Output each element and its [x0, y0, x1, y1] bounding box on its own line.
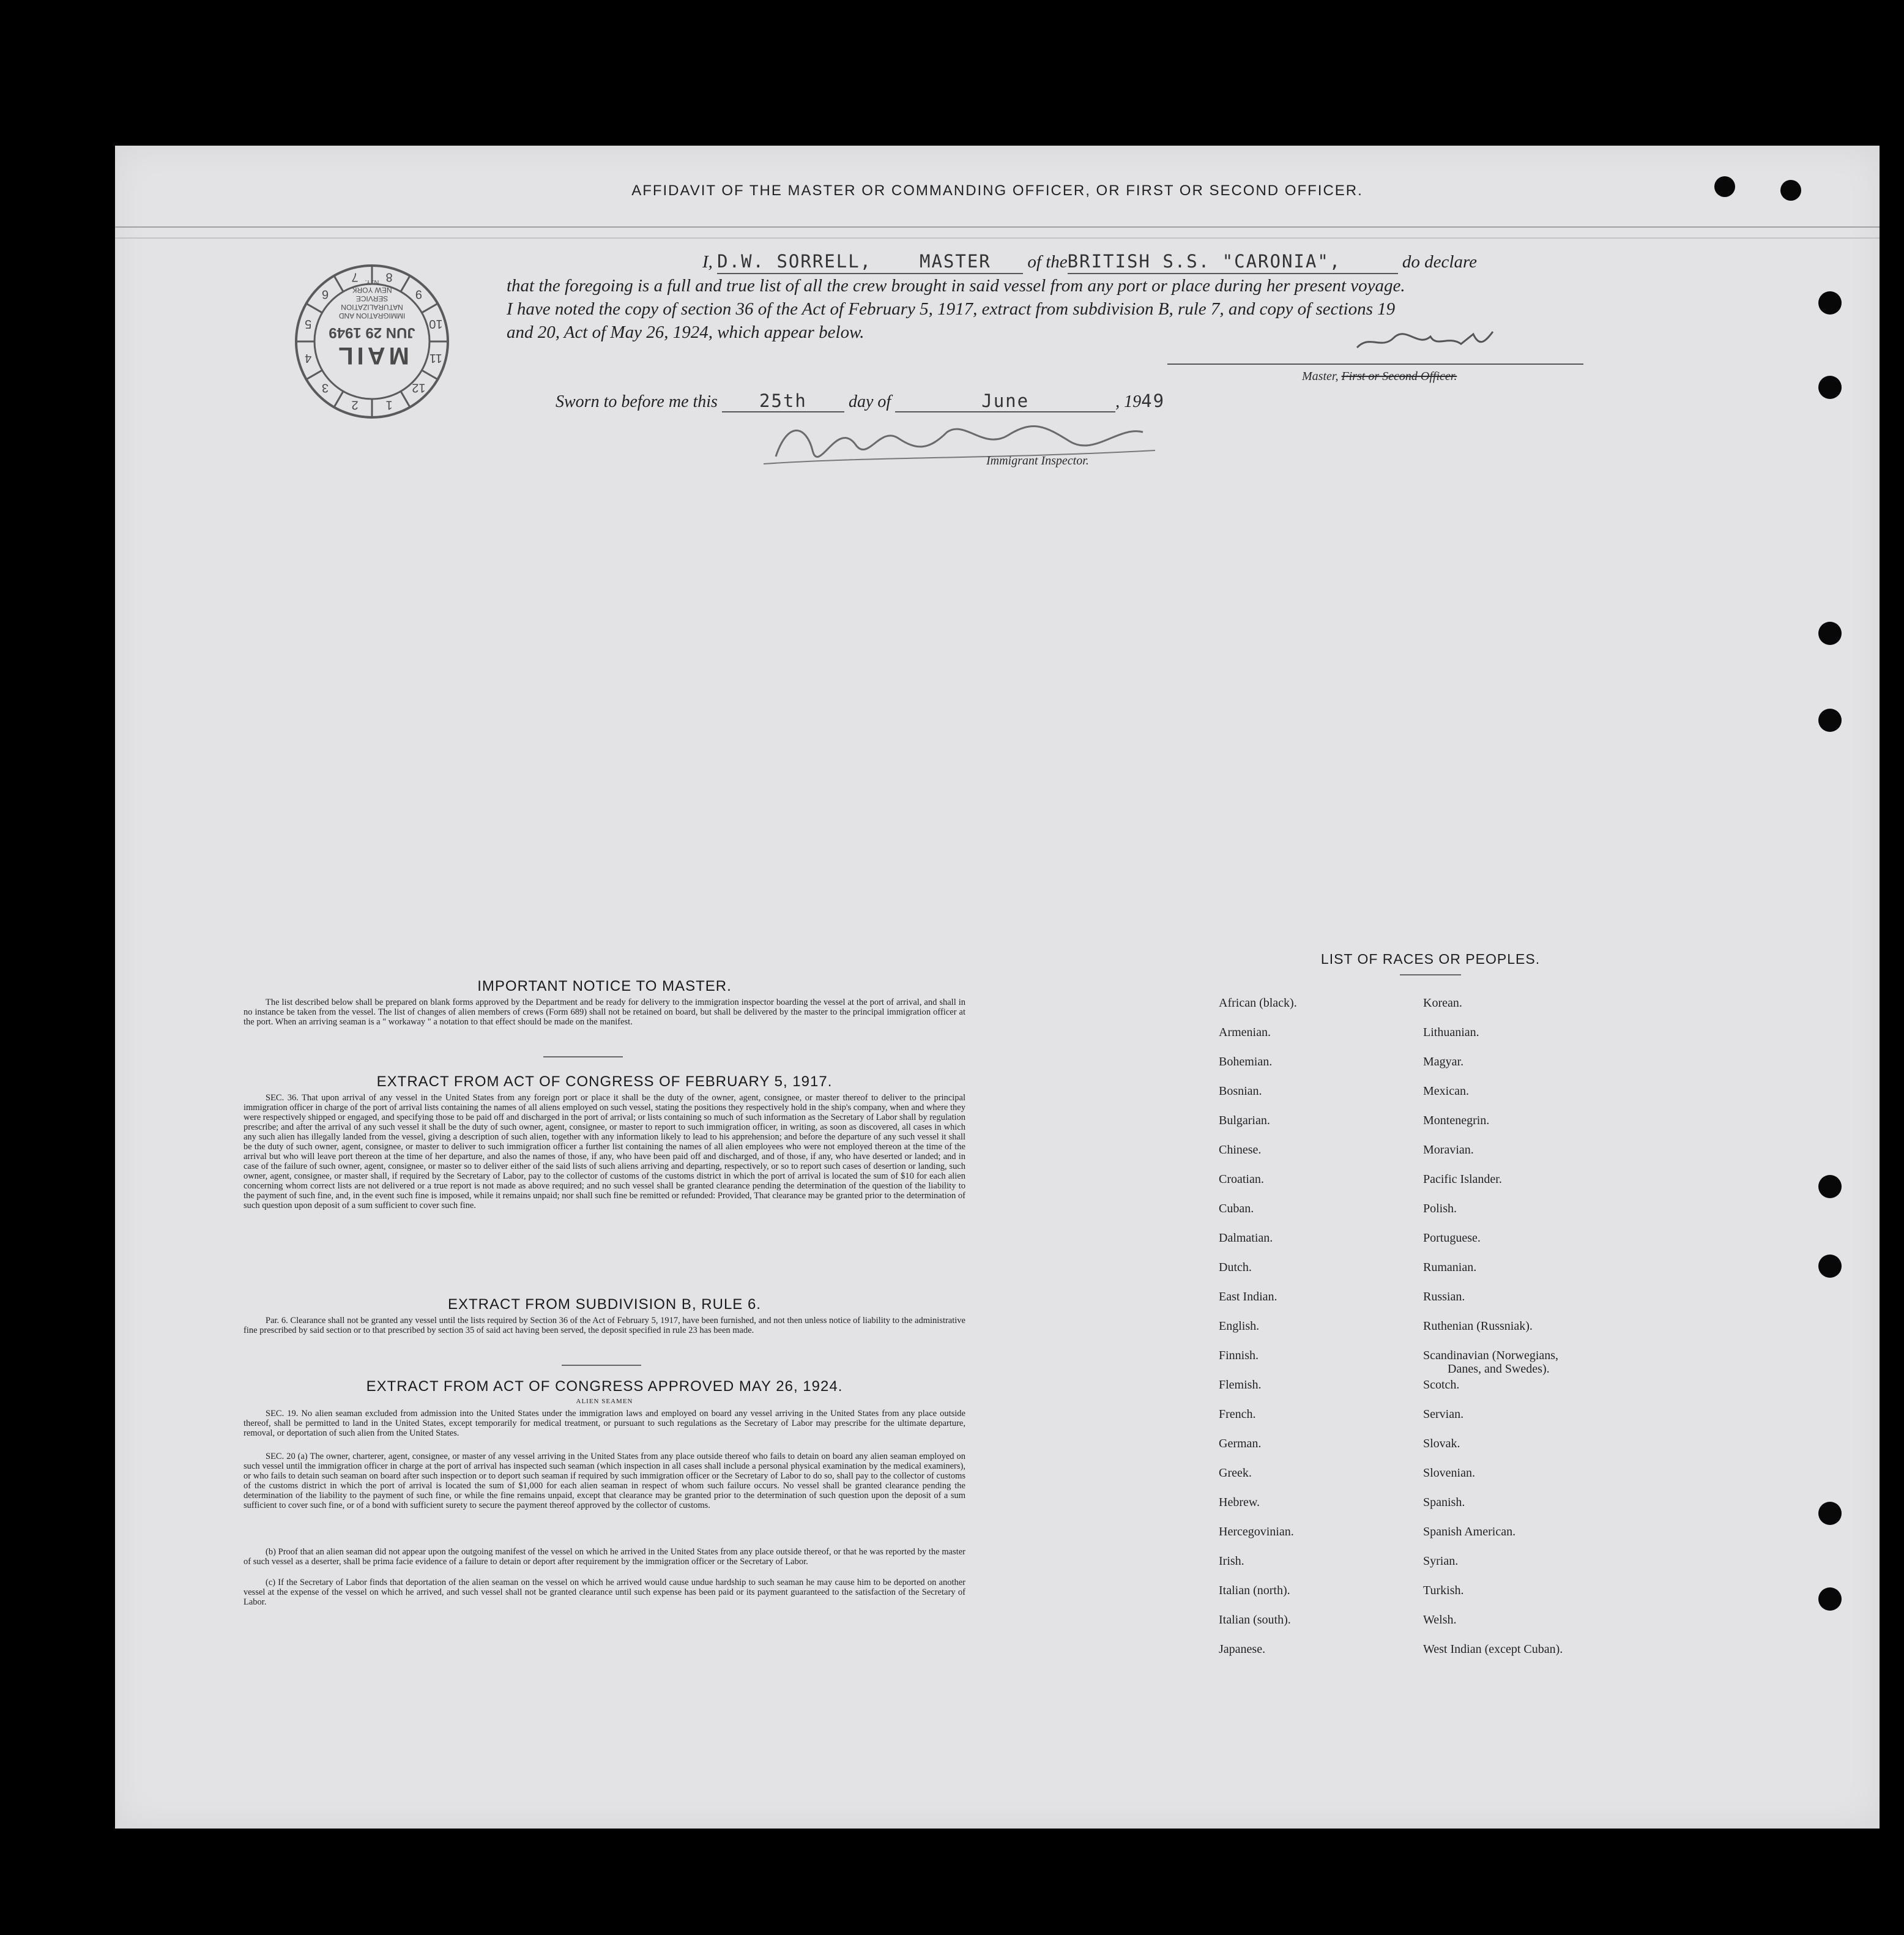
race-item — [1423, 1407, 1563, 1437]
extract-rule6-title: EXTRACT FROM SUBDIVISION B, RULE 6. — [448, 1296, 761, 1313]
extract-1924-sec20a: SEC. 20 (a) The owner, charterer, agent, consignee, or master of any vessel arriving in the United States from any place outside thereof who fails to detain on board any alien seaman employed on such vessel until the immigration officer in charge at the port of arrival has inspected such seaman (which inspection in all cases shall include a personal physical examination by the medical examiners), or who fails to detain such seaman on board after such inspection or to deport such seaman if required by such immigration officer or the Secretary of Labor to do so, shall pay to the collector of customs of the customs district in which the port of arrival is located the sum of $1,000 for each alien seaman in respect of whom such failure occurs. No vessel shall be granted clearance pending the determination of the liability to the payment of such fine, or while the fine remains unpaid, except that clearance may be granted prior to the determination of such question upon the deposit of a sum sufficient to cover such fine, or of a bond with sufficient surety to secure the payment thereof approved by the collector of customs. — [244, 1452, 965, 1510]
stamp-dial-number: 3 — [322, 381, 329, 395]
stamp-dial-number: 10 — [429, 317, 443, 330]
race-item — [1219, 1261, 1297, 1290]
race-name: Italian (south). — [1219, 1613, 1291, 1627]
signature-role-master: Master, — [1302, 370, 1339, 383]
header-rule — [115, 237, 1880, 239]
declaration-line-4: and 20, Act of May 26, 1924, which appear below. — [507, 322, 865, 342]
race-item — [1219, 1613, 1297, 1642]
race-item — [1219, 1554, 1297, 1584]
notice-text: The list described below shall be prepared on blank forms approved by the Department and be ready for delivery to the immigration inspector boarding the vessel at the port of arrival, and shall in no instance be taken from the vessel. The list of changes of alien members of crews (Form 689) shall not be retained on board, but shall be delivered by the master to the principal immigration officer at the port. When an arriving seaman is a " workaway " a notation to that effect should be made on the manifest. — [244, 997, 965, 1027]
race-name: Croatian. — [1219, 1173, 1264, 1186]
race-item — [1423, 1642, 1563, 1672]
race-item — [1219, 1584, 1297, 1613]
race-name-continued: Danes, and Swedes). — [1448, 1362, 1550, 1376]
stamp-agency: N. Y. — [365, 278, 379, 286]
of-the-label: of the — [1027, 252, 1068, 272]
race-item — [1219, 1437, 1297, 1466]
race-name: Slovak. — [1423, 1437, 1460, 1450]
extract-1924-subtitle: ALIEN SEAMEN — [576, 1398, 633, 1405]
extract-1924-title: EXTRACT FROM ACT OF CONGRESS APPROVED MAY 26, 1924. — [366, 1378, 843, 1395]
race-item — [1219, 1202, 1297, 1231]
race-name: Rumanian. — [1423, 1261, 1477, 1274]
punch-hole — [1818, 1587, 1842, 1611]
notice-title: IMPORTANT NOTICE TO MASTER. — [477, 978, 732, 994]
declaration-line-1 — [507, 250, 1626, 274]
punch-hole — [1818, 709, 1842, 732]
divider — [543, 1056, 623, 1057]
punch-hole — [1818, 1175, 1842, 1198]
race-name: Bohemian. — [1219, 1055, 1273, 1068]
race-name: Bulgarian. — [1219, 1114, 1270, 1127]
master-name-field — [717, 250, 1023, 274]
race-item — [1423, 1114, 1563, 1143]
race-name: Mexican. — [1423, 1084, 1469, 1098]
stamp-agency: SERVICE — [355, 294, 389, 303]
race-name: Turkish. — [1423, 1584, 1464, 1597]
declaration-line-2: that the foregoing is a full and true list of all the crew brought in said vessel from any port or place during her present voyage. — [507, 276, 1405, 296]
race-item — [1423, 1584, 1563, 1613]
stamp-dial-tick — [307, 304, 322, 313]
races-title: LIST OF RACES OR PEOPLES. — [1320, 951, 1541, 967]
race-name: Pacific Islander. — [1423, 1173, 1502, 1186]
race-item — [1423, 1173, 1563, 1202]
race-item — [1423, 1319, 1563, 1349]
race-item — [1423, 1554, 1563, 1584]
race-name: Welsh. — [1423, 1613, 1457, 1627]
stamp-dial-number: 8 — [385, 270, 393, 284]
stamp-dial-tick — [334, 391, 343, 407]
race-name: Flemish. — [1219, 1378, 1262, 1392]
race-name: Polish. — [1423, 1202, 1457, 1215]
stamp-dial-number: 12 — [412, 381, 426, 395]
stamp-dial-number: 2 — [351, 398, 359, 412]
sworn-label: Sworn to before me this — [556, 392, 718, 411]
race-item — [1219, 1114, 1297, 1143]
day-of-label: day of — [848, 392, 891, 411]
race-name: Greek. — [1219, 1466, 1252, 1480]
race-item — [1219, 1173, 1297, 1202]
race-item — [1423, 1496, 1563, 1525]
stamp-dial-number: 1 — [385, 398, 393, 412]
divider — [562, 1365, 641, 1366]
punch-hole — [1818, 1255, 1842, 1278]
race-item — [1423, 1084, 1563, 1114]
stamp-dial-tick — [307, 370, 322, 379]
inspector-signature — [751, 408, 1216, 475]
race-name: Russian. — [1423, 1290, 1465, 1303]
stamp-dial-tick — [401, 276, 410, 292]
race-item — [1219, 1084, 1297, 1114]
races-left-column — [1219, 996, 1297, 1672]
stamp-dial-number: 5 — [305, 317, 312, 330]
race-name: Servian. — [1423, 1407, 1464, 1421]
stamp-dial-number: 7 — [351, 270, 359, 284]
immigration-mail-stamp — [292, 262, 452, 421]
race-name: German. — [1219, 1437, 1262, 1450]
race-item — [1423, 1466, 1563, 1496]
race-item — [1219, 1496, 1297, 1525]
races-right-column — [1423, 996, 1563, 1672]
race-name: Chinese. — [1219, 1143, 1262, 1157]
do-declare-label: do declare — [1402, 252, 1478, 272]
stamp-dial-number: 6 — [322, 287, 329, 301]
race-item — [1219, 1143, 1297, 1173]
race-name: Korean. — [1423, 996, 1462, 1010]
stamp-dial-number: 9 — [415, 287, 422, 301]
race-name: East Indian. — [1219, 1290, 1277, 1303]
race-name: Portuguese. — [1423, 1231, 1481, 1245]
race-name: Italian (north). — [1219, 1584, 1290, 1597]
extract-1924-sec19: SEC. 19. No alien seaman excluded from admission into the United States under the immigration laws and employed on board any vessel arriving in the United States from any place outside thereof, shall be permitted to land in the United States, except temporarily for medical treatment, or pursuant to such regulations as the Secretary of Labor may prescribe for the ultimate departure, removal, or deportation of such alien from the United States. — [244, 1409, 965, 1438]
race-name: Slovenian. — [1423, 1466, 1475, 1480]
extract-1924-sec20c: (c) If the Secretary of Labor finds that deportation of the alien seaman on the vessel on which he arrived would cause undue hardship to such seaman he may cause him to be deported on another vessel at the expense of the vessel on which he arrived, and such vessel shall not be granted clearance until such expense has been paid or its payment guaranteed to the satisfaction of the Secretary of Labor. — [244, 1578, 965, 1607]
race-item — [1219, 1319, 1297, 1349]
race-item — [1219, 996, 1297, 1026]
stamp-dial-tick — [401, 391, 410, 407]
race-name: Scotch. — [1423, 1378, 1460, 1392]
race-name: Ruthenian (Russniak). — [1423, 1319, 1533, 1333]
race-item — [1423, 1613, 1563, 1642]
race-name: Spanish. — [1423, 1496, 1465, 1509]
declaration-line-3: I have noted the copy of section 36 of the Act of February 5, 1917, extract from subdivision B, rule 7, and copy of sections 19 — [507, 299, 1396, 319]
race-name: Finnish. — [1219, 1349, 1259, 1362]
race-item — [1423, 1437, 1563, 1466]
stamp-agency: IMMIGRATION AND — [338, 311, 406, 320]
race-name: Spanish American. — [1423, 1525, 1516, 1538]
race-name: Hercegovinian. — [1219, 1525, 1294, 1538]
race-name: Montenegrin. — [1423, 1114, 1490, 1127]
race-item — [1219, 1026, 1297, 1055]
stamp-mail-text: MAIL — [335, 342, 409, 369]
race-name: Armenian. — [1219, 1026, 1271, 1039]
affidavit-title: AFFIDAVIT OF THE MASTER OR COMMANDING OFFICER, OR FIRST OR SECOND OFFICER. — [631, 182, 1363, 199]
master-rank: MASTER — [920, 251, 991, 272]
race-item — [1423, 996, 1563, 1026]
race-item — [1423, 1055, 1563, 1084]
race-item — [1423, 1378, 1563, 1407]
stamp-agency: NATURALIZATION — [341, 303, 403, 311]
stamp-dial-number: 4 — [305, 351, 312, 365]
race-name: Dalmatian. — [1219, 1231, 1273, 1245]
race-item — [1423, 1231, 1563, 1261]
document-page — [115, 146, 1880, 1829]
stamp-dial-tick — [334, 276, 343, 292]
inspector-label: Immigrant Inspector. — [986, 454, 1089, 468]
sworn-month: June — [981, 390, 1030, 411]
stamp-dial-tick — [422, 304, 437, 313]
master-signature — [1265, 323, 1583, 360]
race-item — [1219, 1231, 1297, 1261]
vessel-field — [1068, 250, 1398, 274]
race-name: Irish. — [1219, 1554, 1244, 1568]
race-item — [1219, 1055, 1297, 1084]
race-name: Cuban. — [1219, 1202, 1254, 1215]
declaration-prefix: I, — [702, 252, 713, 272]
sworn-year-prefix: , 19 — [1115, 392, 1142, 411]
race-item — [1423, 1143, 1563, 1173]
race-name: Magyar. — [1423, 1055, 1464, 1068]
race-item — [1423, 1026, 1563, 1055]
extract-1917-title: EXTRACT FROM ACT OF CONGRESS OF FEBRUARY 5, 1917. — [376, 1073, 833, 1090]
race-item — [1423, 1525, 1563, 1554]
race-item — [1219, 1407, 1297, 1437]
race-name: Scandinavian (Norwegians, — [1423, 1349, 1559, 1362]
stamp-dial-number: 11 — [429, 351, 442, 365]
race-item — [1423, 1202, 1563, 1231]
vessel-name: BRITISH S.S. "CARONIA", — [1067, 251, 1342, 272]
race-item — [1219, 1349, 1297, 1378]
race-name: Lithuanian. — [1423, 1026, 1479, 1039]
race-name: Moravian. — [1423, 1143, 1474, 1157]
extract-1917-text: SEC. 36. That upon arrival of any vessel in the United States from any foreign port or place it shall be the duty of the owner, agent, consignee, or master thereof to deliver to the principal immigration officer in charge of the port of arrival lists containing the names of all aliens employed on such vessel, stating the positions they respectively hold in the ship's company, when and where they were respectively shipped or engaged, and specifying those to be paid off and discharged in the port of arrival; or lists containing so much of such information as the Secretary of Labor shall by regulation prescribe; and after the arrival of any such vessel it shall be the duty of such owner, agent, consignee, or master to report to such immigration officer, in writing, as soon as discovered, all cases in which any such alien has illegally landed from the vessel, giving a description of such alien, together with any information likely to lead to his apprehension; and before the departure of any such vessel it shall be the duty of such owner, agent, consignee, or master to deliver to such immigration officer a further list containing the names of all alien employees who were not employed thereon at the time of the arrival but who will leave port thereon at the time of her departure, and also the names of those, if any, who have been paid off and discharged, and of those, if any, who have deserted or landed; and in case of the failure of such owner, agent, consignee, or master so to deliver either of the said lists of such aliens arriving and departing, respectively, or so to report such cases of desertion or landing, such owner, agent, consignee, or master shall, if required by the Secretary of Labor, pay to the collector of customs of the customs district in which the port of arrival is located the sum of $10 for each alien concerning whom correct lists are not delivered or a true report is not made as above required; and no such vessel shall be granted clearance pending the determination of the question of the liability to the payment of such fine, and, in the event such fine is imposed, while it remains unpaid; nor shall such fine be remitted or refunded: Provided, That clearance may be granted prior to the determination of such question upon deposit of a sum sufficient to cover such fine. — [244, 1093, 965, 1210]
race-item — [1219, 1466, 1297, 1496]
race-name: French. — [1219, 1407, 1256, 1421]
divider — [1400, 974, 1461, 975]
race-name: English. — [1219, 1319, 1260, 1333]
race-item — [1423, 1349, 1563, 1378]
race-item — [1219, 1525, 1297, 1554]
race-item — [1423, 1261, 1563, 1290]
header-rule — [115, 226, 1880, 228]
race-item — [1219, 1290, 1297, 1319]
race-item — [1423, 1290, 1563, 1319]
master-name: D.W. SORRELL, — [717, 251, 872, 272]
extract-rule6-text: Par. 6. Clearance shall not be granted any vessel until the lists required by Section 36 of the Act of February 5, 1917, have been furnished, and not then unless notice of liability to the administrative fine prescribed by said section or to that prescribed by section 35 of said act having been served, the deposit specified in rule 23 has been made. — [244, 1316, 965, 1335]
sworn-day: 25th — [759, 390, 807, 411]
race-name: Hebrew. — [1219, 1496, 1260, 1509]
extract-1924-sec20b: (b) Proof that an alien seaman did not appear upon the outgoing manifest of the vessel on which he arrived in the United States from any place outside thereof, or that he was reported by the master of such vessel as a deserter, shall be prima facie evidence of a failure to detain or deport after requirement by the immigration officer or the Secretary of Labor. — [244, 1547, 965, 1567]
stamp-date: JUN 29 1949 — [329, 324, 415, 341]
race-name: Dutch. — [1219, 1261, 1252, 1274]
signature-role — [1302, 370, 1457, 384]
race-name: African (black). — [1219, 996, 1297, 1010]
race-item — [1219, 1378, 1297, 1407]
punch-hole — [1818, 376, 1842, 399]
punch-hole — [1818, 291, 1842, 315]
signature-role-struck: First or Second Officer. — [1341, 370, 1457, 383]
race-item — [1219, 1642, 1297, 1672]
race-name: West Indian (except Cuban). — [1423, 1642, 1563, 1656]
race-name: Japanese. — [1219, 1642, 1266, 1656]
stamp-agency: NEW YORK — [352, 286, 392, 294]
sworn-year: 49 — [1141, 390, 1166, 411]
race-name: Bosnian. — [1219, 1084, 1262, 1098]
stamp-dial-tick — [422, 370, 437, 379]
signature-line — [1167, 364, 1583, 365]
punch-hole — [1818, 1502, 1842, 1525]
punch-hole — [1818, 622, 1842, 645]
race-name: Syrian. — [1423, 1554, 1459, 1568]
